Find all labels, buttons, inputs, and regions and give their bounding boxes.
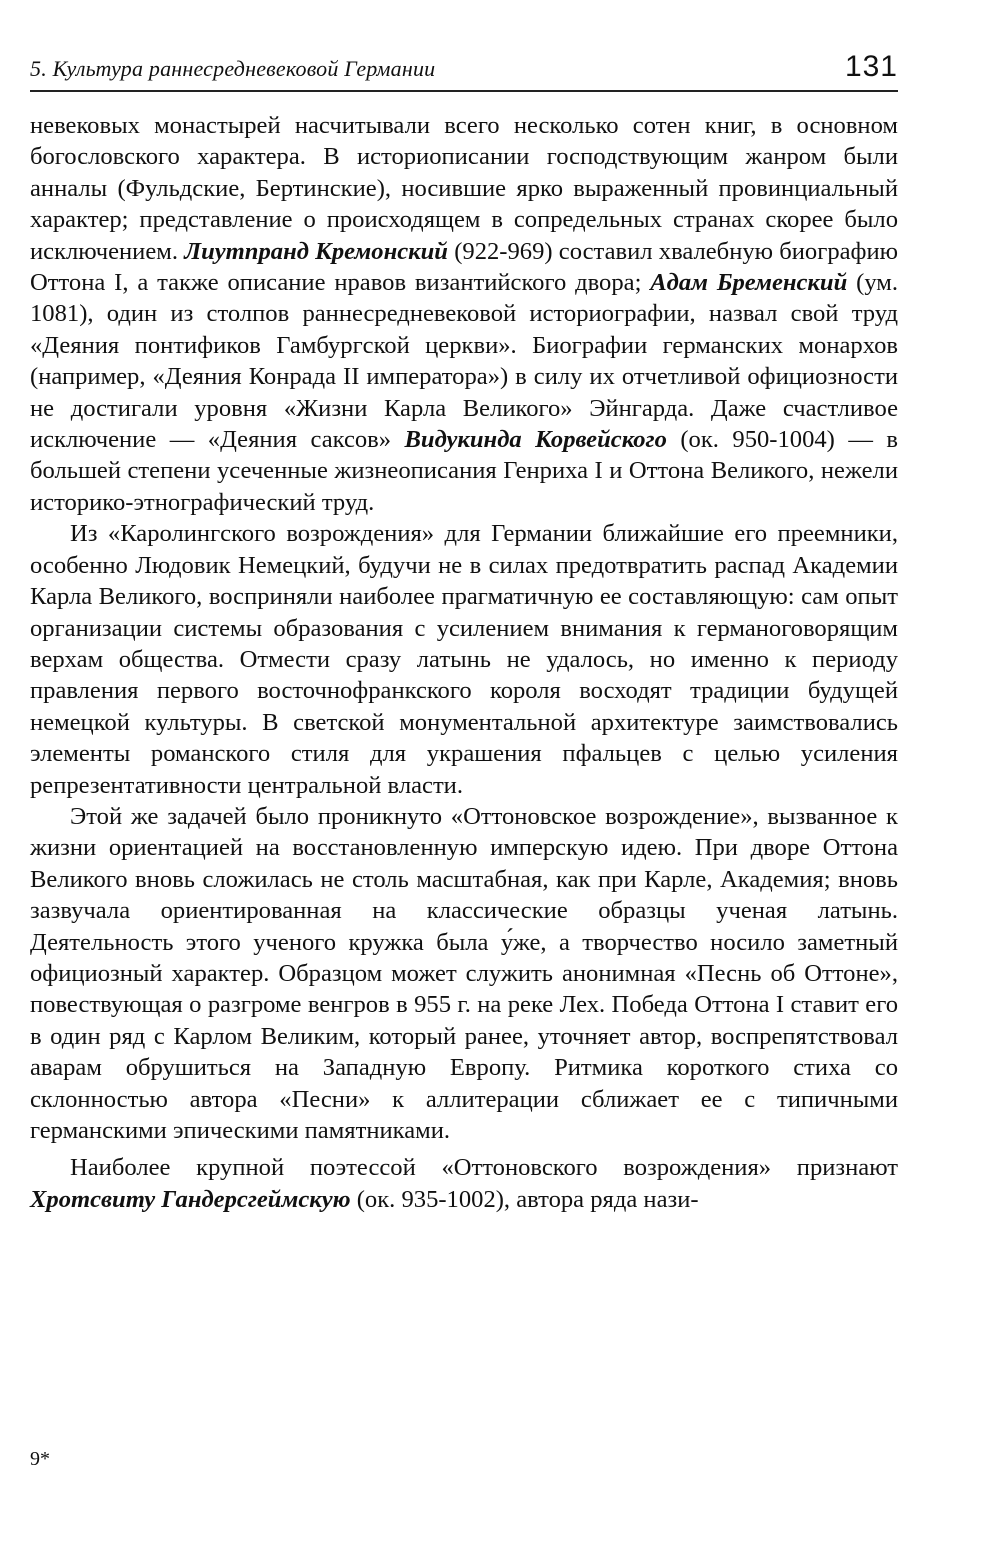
paragraph-1-text-a: невековых монастырей насчитывали всего несколько сотен книг, в основном богословского характера. В историописании господствующим жанром были анналы (Фульдские, Бертинские), носившие ярко выраженный провинциальный характер; представление о происходящем в сопредельных странах скорее было исключением.: [30, 112, 898, 265]
paragraph-3: Этой же задачей было проникнуто «Оттоновское возрождение», вызванное к жизни ориентацией на восстановленную имперскую идею. При дворе Оттона Великого вновь сложилась не столь масштабная, как при Карле, Академия; вновь зазвучала ориентированная на классические образцы ученая латынь. Деятельность этого ученого кружка была у́же, а творчество носило заметный официозный характер. Образцом может служить анонимная «Песнь об Оттоне», повествующая о разгроме венгров в 955 г. на реке Лех. Победа Оттона I ставит его в один ряд с Карлом Великим, который ранее, уточняет автор, воспрепятствовал аварам обрушиться на Западную Европу. Ритмика короткого стиха со склонностью автора «Песни» к аллитерации сближает ее с типичными германскими эпическими памятниками.: [30, 802, 898, 1144]
running-title: 5. Культура раннесредневековой Германии: [30, 56, 436, 81]
person-name-widukind: Видукинда Корвейского: [404, 426, 667, 454]
printer-signature: 9*: [30, 1448, 50, 1470]
person-name-hrotsvitha: Хротсвиту Гандерсгеймскую: [30, 1185, 351, 1213]
paragraph-4-text-a: Наиболее крупной поэтессой «Оттоновского возрождения» признают: [70, 1154, 898, 1182]
paragraph-4: [30, 1152, 898, 1215]
paragraph-1: [30, 110, 898, 518]
paragraph-1-text-d: (ок. 950-1004) — в большей степени усеченные жизнеописания Генриха I и Оттона Великого, нежели историко-этнографический труд.: [30, 426, 898, 516]
book-page: [30, 38, 898, 1215]
running-head: [30, 38, 898, 92]
paragraph-4-text-b: (ок. 935-1002), автора ряда нази-: [350, 1185, 699, 1213]
page-number: 131: [844, 50, 898, 83]
body-text: [30, 110, 898, 1215]
paragraph-1-text-b: (922-969) составил хвалебную биографию Оттона I, а также описание нравов византийского двора;: [30, 237, 898, 297]
paragraph-1-text-c: (ум. 1081), один из столпов раннесредневековой историографии, назвал свой труд «Деяния понтификов Гамбургской церкви». Биографии германских монархов (например, «Деяния Конрада II императора») в силу их отчетливой официозности не достигали уровня «Жизни Карла Великого» Эйнгарда. Даже счастливое исключение — «Деяния саксов»: [30, 269, 898, 454]
person-name-adam: Адам Бременский: [650, 269, 848, 297]
person-name-liutprand: Лиутпранд Кремонский: [184, 237, 448, 265]
paragraph-2: Из «Каролингского возрождения» для Германии ближайшие его преемники, особенно Людовик Немецкий, будучи не в силах предотвратить распад Академии Карла Великого, восприняли наиболее прагматичную ее составляющую: сам опыт организации системы образования с усилением внимания к германоговорящим верхам общества. Отмести сразу латынь не удалось, но именно к периоду правления первого восточнофранкского короля восходят традиции будущей немецкой культуры. В светской монументальной архитектуре заимствовались элементы романского стиля для украшения пфальцев с целью усиления репрезентативности центральной власти.: [30, 520, 898, 799]
